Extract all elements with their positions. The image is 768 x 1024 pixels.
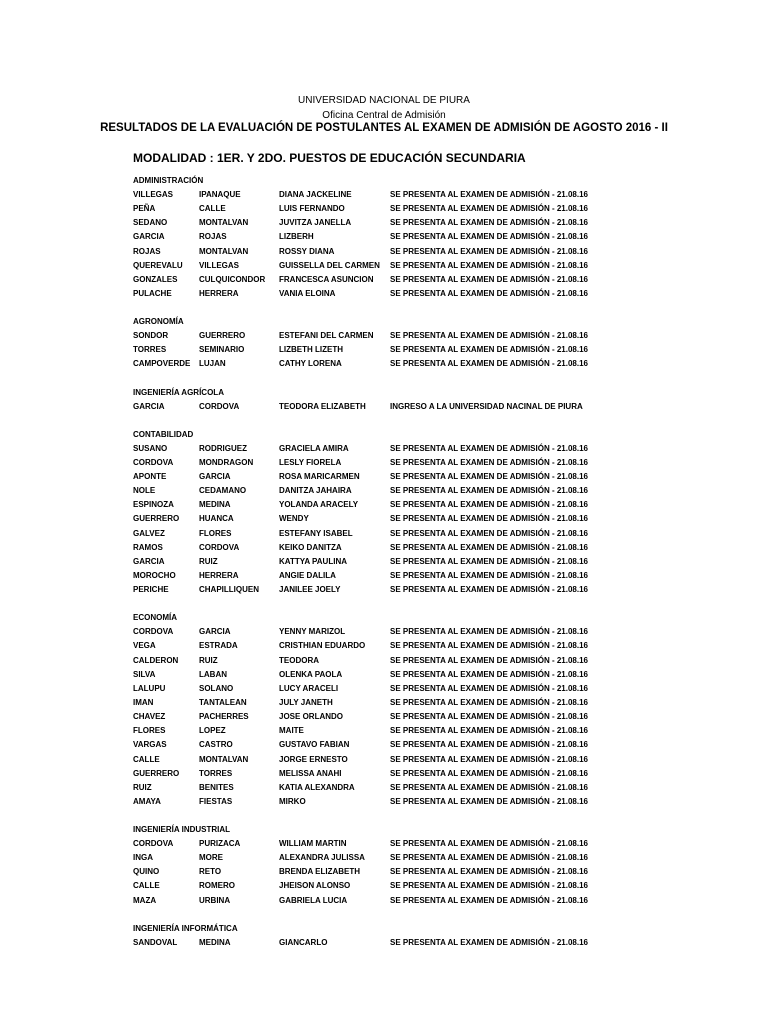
apellido-paterno-cell: CORDOVA bbox=[133, 457, 174, 467]
nombres-cell: ESTEFANI DEL CARMEN bbox=[279, 331, 374, 341]
estado-cell: SE PRESENTA AL EXAMEN DE ADMISIÓN - 21.08.16 bbox=[390, 500, 588, 510]
nombres-cell: JULY JANETH bbox=[279, 697, 333, 707]
estado-cell: SE PRESENTA AL EXAMEN DE ADMISIÓN - 21.08.16 bbox=[390, 627, 588, 637]
estado-cell: SE PRESENTA AL EXAMEN DE ADMISIÓN - 21.08.16 bbox=[390, 881, 588, 891]
apellido-paterno-cell: CORDOVA bbox=[133, 627, 174, 637]
estado-cell: SE PRESENTA AL EXAMEN DE ADMISIÓN - 21.08.16 bbox=[390, 697, 588, 707]
career-title: ADMINISTRACIÓN bbox=[133, 176, 204, 185]
apellido-materno-cell: MEDINA bbox=[199, 937, 231, 947]
career-title: ECONOMÍA bbox=[133, 613, 177, 623]
table-row bbox=[133, 710, 733, 724]
table-row bbox=[133, 865, 733, 879]
apellido-materno-cell: CASTRO bbox=[199, 740, 233, 750]
table-row bbox=[133, 781, 733, 795]
estado-cell: SE PRESENTA AL EXAMEN DE ADMISIÓN - 21.08.16 bbox=[390, 274, 588, 284]
estado-cell: SE PRESENTA AL EXAMEN DE ADMISIÓN - 21.08.16 bbox=[390, 471, 588, 481]
career-section bbox=[133, 922, 733, 950]
apellido-materno-cell: SEMINARIO bbox=[199, 345, 245, 355]
apellido-materno-cell: FLORES bbox=[199, 528, 232, 538]
table-row bbox=[133, 512, 733, 526]
career-title: INGENIERÍA AGRÍCOLA bbox=[133, 387, 224, 397]
apellido-materno-cell: MONDRAGON bbox=[199, 457, 254, 467]
nombres-cell: CRISTHIAN EDUARDO bbox=[279, 641, 366, 651]
apellido-paterno-cell: PEÑA bbox=[133, 204, 156, 214]
apellido-paterno-cell: SANDOVAL bbox=[133, 937, 178, 947]
career-section bbox=[133, 174, 733, 301]
estado-cell: SE PRESENTA AL EXAMEN DE ADMISIÓN - 21.08.16 bbox=[390, 641, 588, 651]
table-row bbox=[133, 936, 733, 950]
nombres-cell: ROSSY DIANA bbox=[279, 246, 335, 256]
nombres-cell: GABRIELA LUCIA bbox=[279, 895, 348, 905]
table-row bbox=[133, 400, 733, 414]
apellido-paterno-cell: CORDOVA bbox=[133, 839, 174, 849]
apellido-materno-cell: PACHERRES bbox=[199, 712, 249, 722]
table-row bbox=[133, 682, 733, 696]
table-row bbox=[133, 287, 733, 301]
nombres-cell: ESTEFANY ISABEL bbox=[279, 528, 353, 538]
estado-cell: SE PRESENTA AL EXAMEN DE ADMISIÓN - 21.08.16 bbox=[390, 754, 588, 764]
table-row bbox=[133, 357, 733, 371]
nombres-cell: JORGE ERNESTO bbox=[279, 754, 348, 764]
apellido-paterno-cell: CALLE bbox=[133, 881, 160, 891]
nombres-cell: KATIA ALEXANDRA bbox=[279, 782, 355, 792]
table-row bbox=[133, 583, 733, 597]
nombres-cell: DANITZA JAHAIRA bbox=[279, 486, 352, 496]
estado-cell: SE PRESENTA AL EXAMEN DE ADMISIÓN - 21.08.16 bbox=[390, 726, 588, 736]
apellido-paterno-cell: GONZALES bbox=[133, 274, 178, 284]
estado-cell: SE PRESENTA AL EXAMEN DE ADMISIÓN - 21.08.16 bbox=[390, 712, 588, 722]
estado-cell: SE PRESENTA AL EXAMEN DE ADMISIÓN - 21.08.16 bbox=[390, 345, 588, 355]
apellido-paterno-cell: ROJAS bbox=[133, 246, 161, 256]
table-row bbox=[133, 837, 733, 851]
estado-cell: SE PRESENTA AL EXAMEN DE ADMISIÓN - 21.08.16 bbox=[390, 796, 588, 806]
estado-cell: SE PRESENTA AL EXAMEN DE ADMISIÓN - 21.08.16 bbox=[390, 585, 588, 595]
table-row bbox=[133, 470, 733, 484]
estado-cell: SE PRESENTA AL EXAMEN DE ADMISIÓN - 21.08.16 bbox=[390, 542, 588, 552]
estado-cell: SE PRESENTA AL EXAMEN DE ADMISIÓN - 21.08.16 bbox=[390, 232, 588, 242]
apellido-materno-cell: CHAPILLIQUEN bbox=[199, 585, 259, 595]
apellido-materno-cell: LUJAN bbox=[199, 359, 226, 369]
estado-cell: SE PRESENTA AL EXAMEN DE ADMISIÓN - 21.08.16 bbox=[390, 288, 588, 298]
apellido-materno-cell: GARCIA bbox=[199, 471, 231, 481]
apellido-paterno-cell: MOROCHO bbox=[133, 570, 176, 580]
apellido-materno-cell: MONTALVAN bbox=[199, 754, 249, 764]
estado-cell: SE PRESENTA AL EXAMEN DE ADMISIÓN - 21.08.16 bbox=[390, 514, 588, 524]
nombres-cell: OLENKA PAOLA bbox=[279, 669, 343, 679]
career-title: CONTABILIDAD bbox=[133, 429, 194, 439]
apellido-paterno-cell: CHAVEZ bbox=[133, 712, 166, 722]
estado-cell: SE PRESENTA AL EXAMEN DE ADMISIÓN - 21.08.16 bbox=[390, 655, 588, 665]
apellido-paterno-cell: RUIZ bbox=[133, 782, 152, 792]
career-section bbox=[133, 386, 733, 414]
apellido-paterno-cell: GUERRERO bbox=[133, 514, 180, 524]
nombres-cell: LIZBETH LIZETH bbox=[279, 345, 343, 355]
apellido-materno-cell: GARCIA bbox=[199, 627, 231, 637]
office-name: Oficina Central de Admisión bbox=[322, 110, 446, 121]
estado-cell: SE PRESENTA AL EXAMEN DE ADMISIÓN - 21.08.16 bbox=[390, 486, 588, 496]
nombres-cell: TEODORA bbox=[279, 655, 319, 665]
apellido-paterno-cell: GARCIA bbox=[133, 401, 165, 411]
apellido-materno-cell: MONTALVAN bbox=[199, 246, 249, 256]
career-title: INGENIERÍA INDUSTRIAL bbox=[133, 825, 231, 835]
apellido-paterno-cell: QUINO bbox=[133, 867, 160, 877]
apellido-materno-cell: RETO bbox=[199, 867, 222, 877]
table-row bbox=[133, 245, 733, 259]
estado-cell: SE PRESENTA AL EXAMEN DE ADMISIÓN - 21.08.16 bbox=[390, 443, 588, 453]
nombres-cell: WILLIAM MARTIN bbox=[279, 839, 347, 849]
table-row bbox=[133, 738, 733, 752]
apellido-paterno-cell: SUSANO bbox=[133, 443, 168, 453]
apellido-materno-cell: HUANCA bbox=[199, 514, 234, 524]
estado-cell: SE PRESENTA AL EXAMEN DE ADMISIÓN - 21.08.16 bbox=[390, 190, 588, 199]
nombres-cell: YENNY MARIZOL bbox=[279, 627, 346, 637]
apellido-paterno-cell: IMAN bbox=[133, 697, 154, 707]
apellido-materno-cell: TANTALEAN bbox=[199, 697, 247, 707]
table-row bbox=[133, 795, 733, 809]
table-row bbox=[133, 555, 733, 569]
apellido-paterno-cell: GUERRERO bbox=[133, 768, 180, 778]
table-row bbox=[133, 767, 733, 781]
estado-cell: SE PRESENTA AL EXAMEN DE ADMISIÓN - 21.08.16 bbox=[390, 528, 588, 538]
apellido-paterno-cell: NOLE bbox=[133, 486, 156, 496]
nombres-cell: GRACIELA AMIRA bbox=[279, 443, 349, 453]
table-row bbox=[133, 498, 733, 512]
nombres-cell: BRENDA ELIZABETH bbox=[279, 867, 361, 877]
table-row bbox=[133, 329, 733, 343]
apellido-materno-cell: MEDINA bbox=[199, 500, 231, 510]
estado-cell: SE PRESENTA AL EXAMEN DE ADMISIÓN - 21.08.16 bbox=[390, 359, 588, 369]
apellido-paterno-cell: VILLEGAS bbox=[133, 190, 174, 199]
table-row bbox=[133, 230, 733, 244]
table-row bbox=[133, 259, 733, 273]
apellido-materno-cell: LABAN bbox=[199, 669, 227, 679]
apellido-materno-cell: BENITES bbox=[199, 782, 234, 792]
results-list bbox=[133, 174, 733, 964]
career-section bbox=[133, 315, 733, 371]
table-row bbox=[133, 654, 733, 668]
table-row bbox=[133, 343, 733, 357]
table-row bbox=[133, 851, 733, 865]
apellido-materno-cell: LOPEZ bbox=[199, 726, 226, 736]
nombres-cell: LESLY FIORELA bbox=[279, 457, 342, 467]
career-section bbox=[133, 428, 733, 598]
apellido-paterno-cell: QUEREVALU bbox=[133, 260, 183, 270]
nombres-cell: DIANA JACKELINE bbox=[279, 190, 352, 199]
apellido-paterno-cell: SILVA bbox=[133, 669, 156, 679]
nombres-cell: JHEISON ALONSO bbox=[279, 881, 351, 891]
table-row bbox=[133, 442, 733, 456]
apellido-paterno-cell: SEDANO bbox=[133, 218, 168, 228]
nombres-cell: ALEXANDRA JULISSA bbox=[279, 853, 365, 863]
table-row bbox=[133, 879, 733, 893]
table-row bbox=[133, 753, 733, 767]
nombres-cell: LUIS FERNANDO bbox=[279, 204, 345, 214]
nombres-cell: MELISSA ANAHI bbox=[279, 768, 342, 778]
estado-cell: SE PRESENTA AL EXAMEN DE ADMISIÓN - 21.08.16 bbox=[390, 683, 588, 693]
table-row bbox=[133, 456, 733, 470]
apellido-materno-cell: RUIZ bbox=[199, 655, 218, 665]
estado-cell: SE PRESENTA AL EXAMEN DE ADMISIÓN - 21.08.16 bbox=[390, 839, 588, 849]
estado-cell: SE PRESENTA AL EXAMEN DE ADMISIÓN - 21.08.16 bbox=[390, 556, 588, 566]
apellido-materno-cell: CEDAMANO bbox=[199, 486, 247, 496]
nombres-cell: CATHY LORENA bbox=[279, 359, 342, 369]
apellido-paterno-cell: APONTE bbox=[133, 471, 167, 481]
estado-cell: SE PRESENTA AL EXAMEN DE ADMISIÓN - 21.08.16 bbox=[390, 331, 588, 341]
nombres-cell: MAITE bbox=[279, 726, 304, 736]
apellido-materno-cell: MORE bbox=[199, 853, 223, 863]
nombres-cell: MIRKO bbox=[279, 796, 306, 806]
estado-cell: SE PRESENTA AL EXAMEN DE ADMISIÓN - 21.08.16 bbox=[390, 768, 588, 778]
apellido-materno-cell: GUERRERO bbox=[199, 331, 246, 341]
apellido-materno-cell: CORDOVA bbox=[199, 401, 240, 411]
apellido-materno-cell: ESTRADA bbox=[199, 641, 238, 651]
nombres-cell: ANGIE DALILA bbox=[279, 570, 336, 580]
estado-cell: SE PRESENTA AL EXAMEN DE ADMISIÓN - 21.08.16 bbox=[390, 246, 588, 256]
nombres-cell: JANILEE JOELY bbox=[279, 585, 341, 595]
nombres-cell: KEIKO DANITZA bbox=[279, 542, 342, 552]
apellido-materno-cell: RODRIGUEZ bbox=[199, 443, 247, 453]
nombres-cell: JOSE ORLANDO bbox=[279, 712, 344, 722]
apellido-materno-cell: RUIZ bbox=[199, 556, 218, 566]
apellido-paterno-cell: ESPINOZA bbox=[133, 500, 174, 510]
apellido-materno-cell: ROJAS bbox=[199, 232, 227, 242]
career-section bbox=[133, 611, 733, 809]
apellido-paterno-cell: TORRES bbox=[133, 345, 167, 355]
apellido-paterno-cell: AMAYA bbox=[133, 796, 161, 806]
apellido-paterno-cell: GARCIA bbox=[133, 556, 165, 566]
table-row bbox=[133, 696, 733, 710]
apellido-paterno-cell: RAMOS bbox=[133, 542, 163, 552]
nombres-cell: WENDY bbox=[279, 514, 309, 524]
apellido-materno-cell: TORRES bbox=[199, 768, 233, 778]
modalidad-heading: MODALIDAD : 1ER. Y 2DO. PUESTOS DE EDUCACIÓN SECUNDARIA bbox=[133, 151, 526, 165]
estado-cell: SE PRESENTA AL EXAMEN DE ADMISIÓN - 21.08.16 bbox=[390, 457, 588, 467]
apellido-materno-cell: ROMERO bbox=[199, 881, 235, 891]
estado-cell: SE PRESENTA AL EXAMEN DE ADMISIÓN - 21.08.16 bbox=[390, 669, 588, 679]
apellido-paterno-cell: INGA bbox=[133, 853, 153, 863]
nombres-cell: ROSA MARICARMEN bbox=[279, 471, 360, 481]
apellido-paterno-cell: GARCIA bbox=[133, 232, 165, 242]
estado-cell: SE PRESENTA AL EXAMEN DE ADMISIÓN - 21.08.16 bbox=[390, 260, 588, 270]
nombres-cell: TEODORA ELIZABETH bbox=[279, 401, 366, 411]
estado-cell: SE PRESENTA AL EXAMEN DE ADMISIÓN - 21.08.16 bbox=[390, 853, 588, 863]
table-row bbox=[133, 202, 733, 216]
page-title: RESULTADOS DE LA EVALUACIÓN DE POSTULANTES AL EXAMEN DE ADMISIÓN DE AGOSTO 2016 - II bbox=[100, 122, 668, 134]
apellido-paterno-cell: FLORES bbox=[133, 726, 166, 736]
table-row bbox=[133, 724, 733, 738]
table-row bbox=[133, 668, 733, 682]
apellido-paterno-cell: CALLE bbox=[133, 754, 160, 764]
nombres-cell: JUVITZA JANELLA bbox=[279, 218, 352, 228]
table-row bbox=[133, 273, 733, 287]
apellido-materno-cell: HERRERA bbox=[199, 570, 239, 580]
estado-cell: SE PRESENTA AL EXAMEN DE ADMISIÓN - 21.08.16 bbox=[390, 782, 588, 792]
table-row bbox=[133, 527, 733, 541]
table-row bbox=[133, 625, 733, 639]
apellido-materno-cell: URBINA bbox=[199, 895, 231, 905]
apellido-paterno-cell: VEGA bbox=[133, 641, 156, 651]
apellido-materno-cell: FIESTAS bbox=[199, 796, 233, 806]
apellido-paterno-cell: VARGAS bbox=[133, 740, 167, 750]
table-row bbox=[133, 484, 733, 498]
nombres-cell: YOLANDA ARACELY bbox=[279, 500, 359, 510]
estado-cell: SE PRESENTA AL EXAMEN DE ADMISIÓN - 21.08.16 bbox=[390, 204, 588, 214]
apellido-materno-cell: CALLE bbox=[199, 204, 226, 214]
nombres-cell: GIANCARLO bbox=[279, 937, 328, 947]
estado-cell: INGRESO A LA UNIVERSIDAD NACINAL DE PIURA bbox=[390, 401, 583, 411]
estado-cell: SE PRESENTA AL EXAMEN DE ADMISIÓN - 21.08.16 bbox=[390, 867, 588, 877]
nombres-cell: GUISSELLA DEL CARMEN bbox=[279, 260, 380, 270]
apellido-paterno-cell: CAMPOVERDE bbox=[133, 359, 191, 369]
nombres-cell: GUSTAVO FABIAN bbox=[279, 740, 350, 750]
apellido-materno-cell: HERRERA bbox=[199, 288, 239, 298]
apellido-materno-cell: PURIZACA bbox=[199, 839, 241, 849]
estado-cell: SE PRESENTA AL EXAMEN DE ADMISIÓN - 21.08.16 bbox=[390, 937, 588, 947]
apellido-materno-cell: CULQUICONDOR bbox=[199, 274, 266, 284]
table-row bbox=[133, 569, 733, 583]
nombres-cell: VANIA ELOINA bbox=[279, 288, 336, 298]
nombres-cell: LIZBERH bbox=[279, 232, 314, 242]
nombres-cell: KATTYA PAULINA bbox=[279, 556, 347, 566]
apellido-paterno-cell: CALDERON bbox=[133, 655, 179, 665]
table-row bbox=[133, 188, 733, 202]
estado-cell: SE PRESENTA AL EXAMEN DE ADMISIÓN - 21.08.16 bbox=[390, 740, 588, 750]
apellido-paterno-cell: MAZA bbox=[133, 895, 157, 905]
apellido-paterno-cell: PULACHE bbox=[133, 288, 172, 298]
nombres-cell: LUCY ARACELI bbox=[279, 683, 339, 693]
table-row bbox=[133, 639, 733, 653]
apellido-materno-cell: MONTALVAN bbox=[199, 218, 249, 228]
table-row bbox=[133, 216, 733, 230]
apellido-paterno-cell: GALVEZ bbox=[133, 528, 165, 538]
apellido-materno-cell: CORDOVA bbox=[199, 542, 240, 552]
estado-cell: SE PRESENTA AL EXAMEN DE ADMISIÓN - 21.08.16 bbox=[390, 218, 588, 228]
table-row bbox=[133, 541, 733, 555]
university-name: UNIVERSIDAD NACIONAL DE PIURA bbox=[298, 95, 470, 106]
table-row bbox=[133, 894, 733, 908]
estado-cell: SE PRESENTA AL EXAMEN DE ADMISIÓN - 21.08.16 bbox=[390, 570, 588, 580]
career-section bbox=[133, 823, 733, 908]
apellido-materno-cell: IPANAQUE bbox=[199, 190, 241, 199]
apellido-paterno-cell: SONDOR bbox=[133, 331, 169, 341]
estado-cell: SE PRESENTA AL EXAMEN DE ADMISIÓN - 21.08.16 bbox=[390, 895, 588, 905]
career-title: INGENIERÍA INFORMÁTICA bbox=[133, 923, 238, 933]
apellido-paterno-cell: PERICHE bbox=[133, 585, 169, 595]
apellido-paterno-cell: LALUPU bbox=[133, 683, 166, 693]
career-title: AGRONOMÍA bbox=[133, 317, 184, 327]
apellido-materno-cell: VILLEGAS bbox=[199, 260, 240, 270]
apellido-materno-cell: SOLANO bbox=[199, 683, 234, 693]
nombres-cell: FRANCESCA ASUNCION bbox=[279, 274, 374, 284]
